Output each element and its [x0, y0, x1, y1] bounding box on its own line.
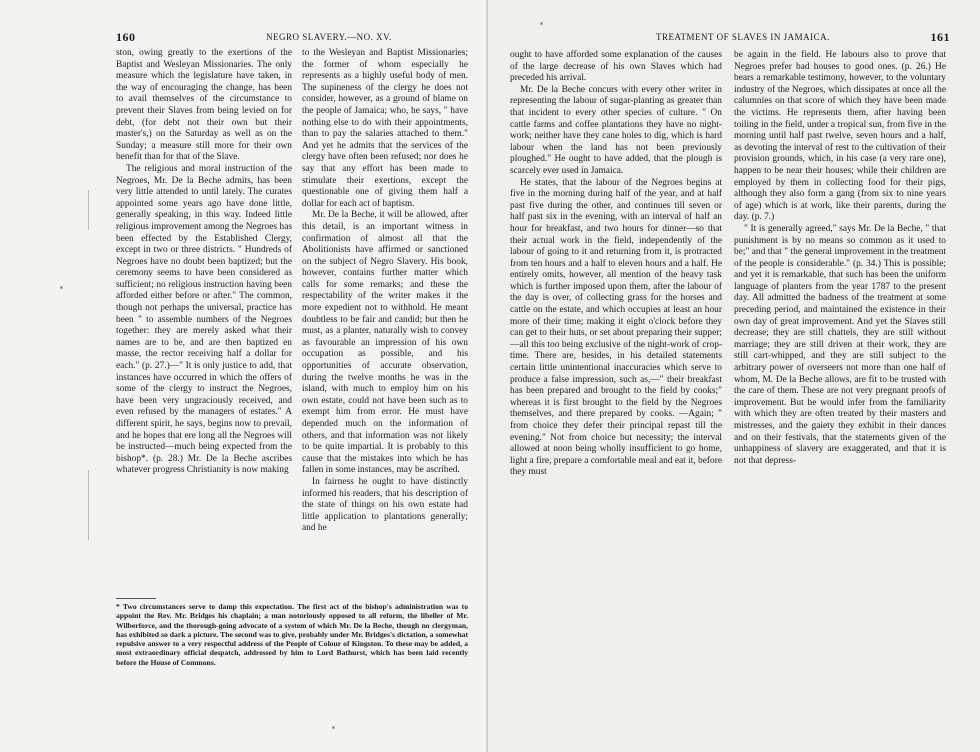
footnote: * Two circumstances serve to damp this expectation. The first act of the bishop's administration was to appoint the Rev. Mr. Bridges his chaplain; a man notoriously opposed to all reform, the libeller of Mr. Wilberforce, and the thorough-going advocate of a system of which Mr. De la Beche, though no clergyman, has exhibited so dark a picture. The second was to give, probably under Mr. Bridges's dictation, a somewhat repulsive answer to a very respectful address of the People of Colour of Kingston. To these may be added, a most extraordinary official despatch, addressed by him to Lord Bathurst, which has been laid recently before the House of Commons. — [116, 602, 468, 667]
paragraph: to the Wesleyan and Baptist Missionaries; the former of whom especially he represents as a highly useful body of men. The supineness of the clergy he does not consider, however, as a ground of blame on the people of Jamaica; who, he says, " have nothing else to do with their appointments, than to pay the salaries attached to them." And yet he admits that the services of the clergy have often been refused; nor does he say that any effort has been made to stimulate their exertions, except the questionable one of giving them half a dollar for each act of baptism. — [302, 48, 468, 209]
paper-speck — [60, 286, 63, 289]
running-head-left: NEGRO SLAVERY.—NO. XV. — [266, 32, 392, 42]
left-column-2 — [302, 48, 468, 592]
margin-line — [88, 190, 89, 230]
paragraph: He states, that the labour of the Negroes begins at five in the morning during half of the year, and at half past five during the other, and continues till seven or half past six in the evening, with an interval of half an hour for breakfast, and two hours for dinner—so that their actual work in the field, independently of the labour of going to it and returning from it, is protracted from ten hours and a half to eleven hours and a half. He entirely omits, however, all mention of the heavy task which is further imposed upon them, after the labour of the day is over, of collecting grass for the horses and cattle on the estate, and which occupies at least an hour more of their time; making it eight o'clock before they can get to their huts, or set about preparing their supper;—all this too being exclusive of the night-work of crop-time. There are, besides, in his detailed statements certain little unintentional inaccuracies which serve to produce a false impression, such as,—" their breakfast has been prepared and brought to the field by cooks;" whereas it is first brought to the field by the Negroes themselves, and there prepared by cooks. —Again; " from choice they defer their principal repast till the evening." Not from choice but necessity; the interval allowed at noon being wholly insufficient to go home, light a fire, prepare a comfortable meal and eat it, before they must — [510, 177, 722, 478]
right-page-header — [510, 32, 950, 46]
right-page — [488, 0, 980, 752]
right-column-1 — [510, 50, 722, 738]
left-column-1 — [116, 48, 292, 592]
left-page-header — [116, 32, 466, 46]
running-head-right: TREATMENT OF SLAVES IN JAMAICA. — [656, 32, 830, 42]
paper-speck — [332, 726, 335, 729]
paragraph: In fairness he ought to have distinctly informed his readers, that his description of the state of things on his own estate had little application to plantations generally; and he — [302, 476, 468, 534]
paper-speck — [540, 22, 543, 25]
page-number-left: 160 — [116, 30, 136, 44]
footnote-rule — [116, 598, 156, 599]
paragraph: ought to have afforded some explanation of the causes of the large decrease of his own Slaves which had preceded his arrival. — [510, 50, 722, 84]
page-number-right: 161 — [930, 30, 950, 44]
paragraph: " It is generally agreed," says Mr. De la Beche, " that punishment is by no means so common as it used to be;" and that " the general improvement in the treatment of the people is considerable." (p. 34.) This is possible; and yet it is remarkable, that such has been the uniform language of planters from the year 1787 to the present day. All admitted the badness of the treatment at some preceding period, and maintained the existence in their own day of great improvement. And yet the Slaves still decrease; they are still chattels, they are still without marriage; they are still driven at their work, they are still cart-whipped, and they are still subject to the arbitrary power of overseers not more than one half of whom, M. De la Beche allows, are fit to be trusted with the care of them. These are not very pregnant proofs of improvement. But he would infer from the familiarity with which they are often treated by their masters and mistresses, and the gaiety they exhibit in their dances and on their festivals, that the statements given of the unhappiness of slavery are exaggerated, and that it is not that depress- — [734, 223, 946, 466]
paragraph: The religious and moral instruction of the Negroes, Mr. De la Beche admits, has been very little attended to until lately. The curates appointed some years ago have done little, generally speaking, in this way. Indeed little religious improvement among the Negroes has been effected by the Established Clergy, except in two or three districts. " Hundreds of Negroes have no doubt been baptized; but the ceremony seems to have been considered as sufficient; no religious instruction having been afforded either before or after." The common, though not perhaps the universal, practice has been " to assemble numbers of the Negroes together: they are merely asked what their names are to be, and are then baptized en masse, the rector receiving half a dollar for each." (p. 27.)—" It is only justice to add, that instances have occurred in which the offers of some of the clergy to instruct the Negroes, have been very ungraciously received, and even refused by the managers of estates." A different spirit, he says, begins now to prevail, and he hopes that ere long all the Negroes will be instructed—much being expected from the bishop*. (p. 28.) Mr. De la Beche ascribes whatever progress Christianity is now making — [116, 163, 292, 476]
margin-line — [88, 470, 89, 540]
paragraph: be again in the field. He labours also to prove that Negroes prefer bad houses to good ones. (p. 26.) He bears a remarkable testimony, however, to the voluntary industry of the Negroes, which dissipates at once all the calumnies on that score of which they have been made the victims. He represents them, after having been toiling in the field, under a tropical sun, from five in the morning until half past twelve, seven hours and a half, as devoting the interval of rest to the cultivation of their provision grounds, which, in his case (a very rare one), happen to be near their houses; while their children are employed by them in collecting food for their pigs, although they also form a gang (from six to nine years of age) which is at work, like their parents, during the day. (p. 7.) — [734, 50, 946, 223]
paragraph: ston, owing greatly to the exertions of the Baptist and Wesleyan Missionaries. The only measure which the legislature have taken, in the way of encouraging the change, has been to avail themselves of the circumstance to prevent their Slaves from being levied on for debt, (for debt not their own but their master's,) on the Saturday as well as on the Sunday; a measure still more for their own benefit than for that of the Slave. — [116, 48, 292, 163]
right-column-2 — [734, 50, 946, 738]
paragraph: Mr. De la Beche concurs with every other writer in representing the labour of sugar-planting as greater than that incident to every other species of culture. " On cattle farms and coffee plantations they have no night-work; neither have they cane holes to dig, which is hard labour when the land has not been previously ploughed." He ought to have added, that the plough is scarcely ever used in Jamaica. — [510, 84, 722, 176]
paragraph: Mr. De la Beche, it will be allowed, after this detail, is an important witness in confirmation of almost all that the Abolitionists have affirmed or sanctioned on the subject of Negro Slavery. His book, however, contains further matter which calls for some remarks; and these the respectability of the writer makes it the more expedient not to withhold. He meant doubtless to be fair and candid; but then he must, as a planter, naturally wish to convey as favourable an impression of his own occupation as possible, and his opportunities of accurate observation, during the twelve months he was in the island, with much to employ him on his own estate, could not have been such as to exempt him from error. He must have depended much on the information of others, and that information was not likely to be quite impartial. It is probably to this cause that the mistakes into which he has fallen in some instances, may be ascribed. — [302, 210, 468, 476]
left-page — [0, 0, 488, 752]
